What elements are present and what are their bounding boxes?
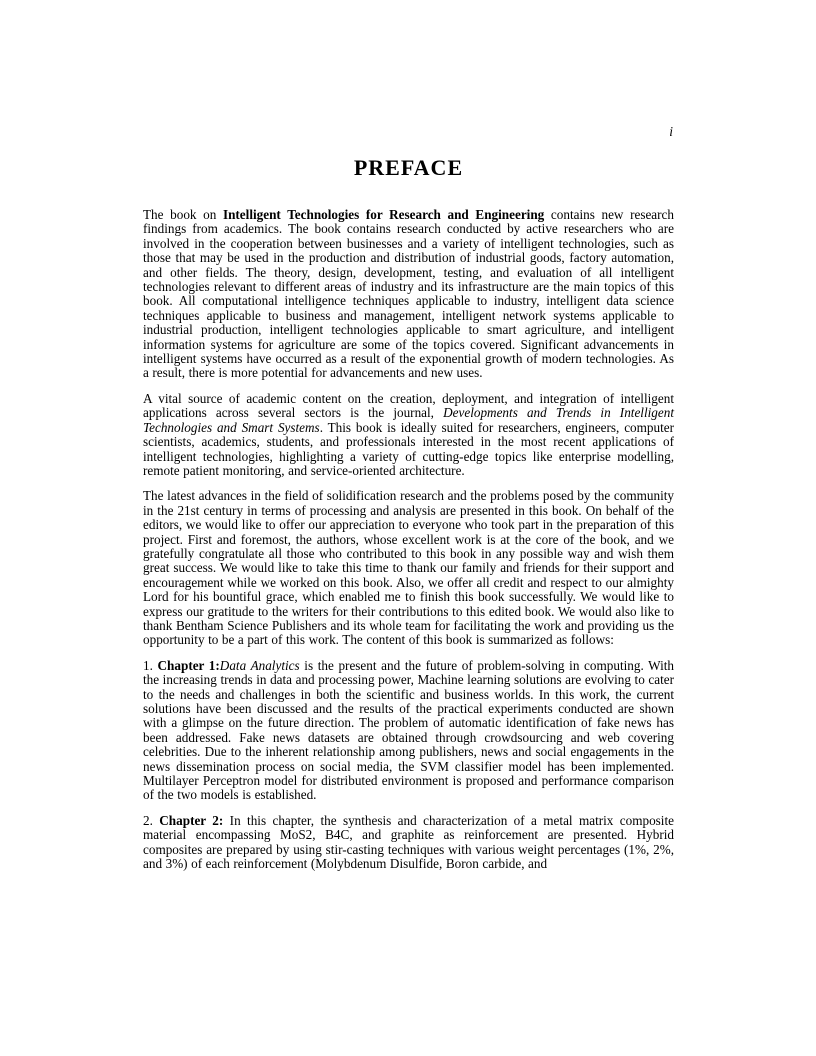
page-content: [143, 0, 674, 882]
paragraph-chapter-2: [143, 814, 674, 872]
text-run: Chapter 2:: [159, 812, 224, 828]
paragraph-acknowledgements: [143, 489, 674, 647]
page-title: PREFACE: [353, 155, 464, 180]
text-run: In this chapter, the synthesis and characterization of a metal matrix composite material encompassing MoS2, B4C, and graphite as reinforcement are presented. Hybrid composites are prepared by using stir-casting techniques with various weight percentages (1%, 2%, and 3%) of each reinforcement (Molybdenum Disulfide, Boron carbide, and: [143, 812, 674, 872]
preface-body: [143, 208, 674, 871]
text-run: 2.: [143, 812, 160, 828]
page-number: i: [669, 124, 673, 139]
text-run: Data Analytics: [219, 657, 300, 673]
text-run: 1.: [143, 657, 158, 673]
text-run: Intelligent Technologies for Research and Engineering: [222, 207, 545, 222]
paragraph-intro: [143, 208, 674, 381]
text-run: The latest advances in the field of solidification research and the problems posed by the community in the 21st century in terms of processing and analysis are presented in this book. On behalf of the editors, we would like to offer our appreciation to everyone who took part in the preparation of this project. First and foremost, the authors, whose excellent work is at the core of the book, and we gratefully congratulate all those who contributed to this book in any possible way and wish them great success. We would like to take this time to thank our family and friends for their support and encouragement while we worked on this book. Also, we offer all credit and respect to our almighty Lord for his bountiful grace, which enabled me to finish this book successfully. We would like to express our gratitude to the writers for their contributions to this edited book. We would also like to thank Bentham Science Publishers and its whole team for facilitating the work and providing us the opportunity to be a part of this work. The content of this book is summarized as follows:: [143, 488, 674, 648]
text-run: Developments and Trends in Intelligent Technologies and Smart Systems: [143, 405, 675, 435]
text-run: Chapter 1:: [157, 657, 220, 673]
text-run: . This book is ideally suited for researchers, engineers, computer scientists, academics, students, and professionals interested in the most recent applications of intelligent technologies, highlighting a variety of cutting-edge topics like enterprise modelling, remote patient monitoring, and service-oriented architecture.: [143, 419, 674, 478]
text-run: contains new research findings from academics. The book contains research conducted by active researchers who are involved in the cooperation between businesses and a variety of intelligent technologies, such as those that may be used in the production and distribution of industrial goods, factory automation, and other fields. The theory, design, development, testing, and evaluation of all intelligent technologies relevant to different areas of industry and its infrastructure are the main topics of this book. All computational intelligence techniques applicable to industry, intelligent data science techniques applicable to business and management, intelligent network systems applicable to industrial production, intelligent technologies applicable to smart agriculture, and intelligent information systems for agriculture are some of the topics covered. Significant advancements in intelligent systems have occurred as a result of the exponential growth of modern technologies. As a result, there is more potential for advancements and new uses.: [143, 207, 674, 381]
text-run: is the present and the future of problem-solving in computing. With the increasing trends in data and processing power, Machine learning solutions are evolving to cater to the needs and challenges in both the scientific and business worlds. In this work, the current solutions have been discussed and the results of the practical experiments conducted are shown with a glimpse on the future direction. The problem of automatic identification of fake news has been addressed. Fake news datasets are obtained through crowdsourcing and web covering celebrities. Due to the inherent relationship among publishers, news and social engagements in the news dissemination process on social media, the SVM classifier model has been implemented. Multilayer Perceptron model for distributed environment is proposed and performance comparison of the two models is established.: [143, 657, 674, 803]
paragraph-chapter-1: [143, 659, 674, 803]
text-run: The book on: [143, 207, 223, 222]
text-run: A vital source of academic content on the creation, deployment, and integration of intelligent applications across several sectors is the journal,: [143, 390, 674, 421]
paragraph-journal: [143, 392, 674, 478]
